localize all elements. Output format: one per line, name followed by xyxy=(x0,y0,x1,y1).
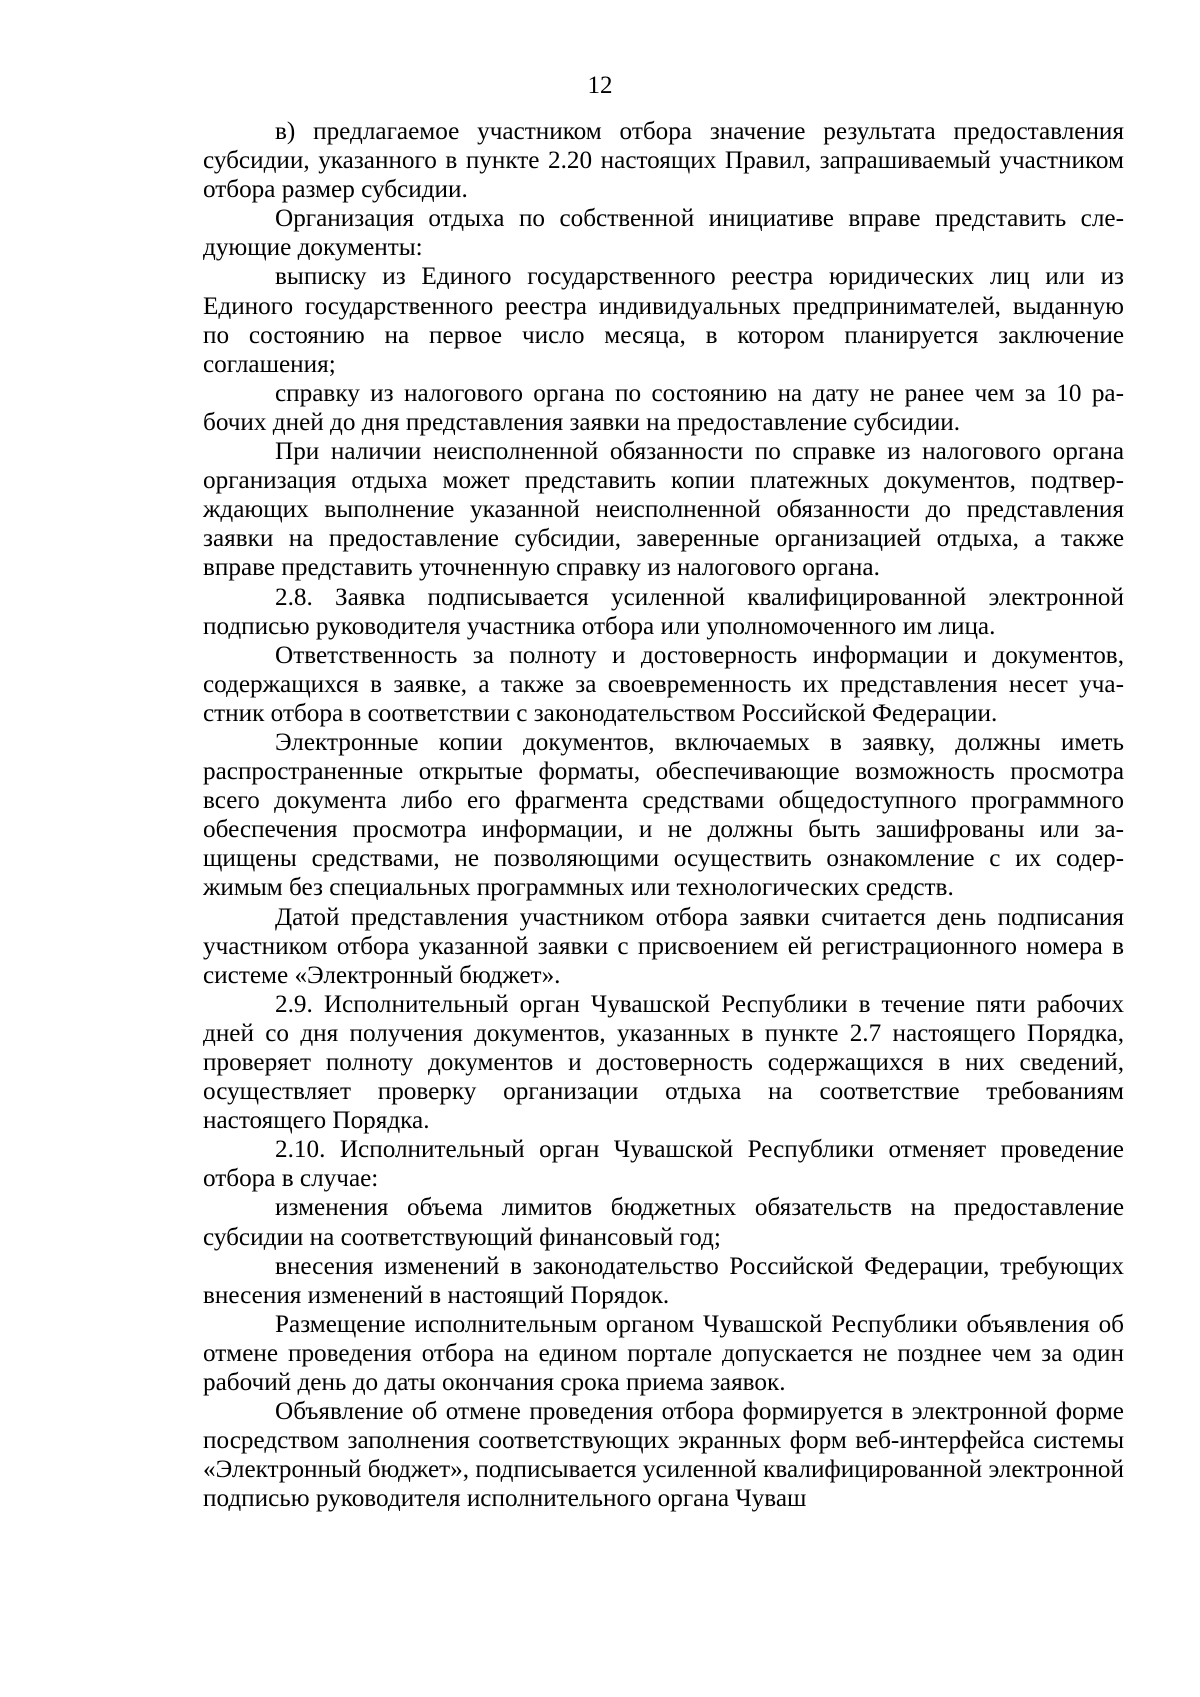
paragraph: При наличии неисполненной обязанности по справке из налогового органа организация отдыха может представить копии платежных документов, подтверждающих выполнение указанной неисполненной обязанности до представления заявки на предоставление субсидии, заверенные организацией отдыха, а также вправе представить уточненную справку из налогового органа. xyxy=(203,438,1124,582)
document-body xyxy=(203,117,1124,1514)
paragraph: Размещение исполнительным органом Чувашской Республики объявления об отмене проведения отбора на едином портале допускается не позднее чем за один рабочий день до даты окончания срока приема заявок. xyxy=(203,1310,1124,1397)
paragraph: Организация отдыха по собственной инициативе вправе представить следующие документы: xyxy=(203,205,1124,262)
paragraph: внесения изменений в законодательство Российской Федерации, требующих внесения изменений в настоящий Порядок. xyxy=(203,1252,1124,1309)
paragraph: Электронные копии документов, включаемых в заявку, должны иметь распространенные открытые форматы, обеспечивающие возможность просмотра всего документа либо его фрагмента средствами общедоступного программного обеспечения просмотра информации, и не должны быть зашифрованы или защищены средствами, не позволяющими осуществить ознакомление с их содержимым без специальных программных или технологических средств. xyxy=(203,728,1124,902)
paragraph: выписку из Единого государственного реестра юридических лиц или из Единого государственного реестра индивидуальных предпринимателей, выданную по состоянию на первое число месяца, в котором планируется заключение соглашения; xyxy=(203,263,1124,378)
paragraph: изменения объема лимитов бюджетных обязательств на предоставление субсидии на соответствующий финансовый год; xyxy=(203,1194,1124,1251)
paragraph: Датой представления участником отбора заявки считается день подписания участником отбора указанной заявки с присвоением ей регистрационного номера в системе «Электронный бюджет». xyxy=(203,903,1124,989)
paragraph-section-2-10: 2.10. Исполнительный орган Чувашской Республики отменяет проведение отбора в случае: xyxy=(203,1136,1124,1193)
paragraph: справку из налогового органа по состоянию на дату не ранее чем за 10 рабочих дней до дня представления заявки на предоставление субсидии. xyxy=(203,379,1124,436)
paragraph: Ответственность за полноту и достоверность информации и документов, содержащихся в заявке, а также за своевременность их представления несет участник отбора в соответствии с законодательством Российской Федерации. xyxy=(203,641,1124,727)
paragraph-section-2-9: 2.9. Исполнительный орган Чувашской Республики в течение пяти рабочих дней со дня получения документов, указанных в пункте 2.7 настоящего Порядка, проверяет полноту документов и достоверность содержащихся в них сведений, осуществляет проверку организации отдыха на соответствие требованиям настоящего Порядка. xyxy=(203,990,1124,1135)
paragraph: в) предлагаемое участником отбора значение результата предоставления субсидии, указанного в пункте 2.20 настоящих Правил, запрашиваемый участником отбора размер субсидии. xyxy=(203,118,1124,204)
page-number: 12 xyxy=(587,72,613,99)
paragraph: Объявление об отмене проведения отбора формируется в электронной форме посредством заполнения соответствующих экранных форм веб-интерфейса системы «Электронный бюджет», подписывается усиленной квалифицированной электронной подписью руководителя исполнительного органа Чуваш xyxy=(203,1398,1124,1513)
paragraph-section-2-8: 2.8. Заявка подписывается усиленной квалифицированной электронной подписью руководителя участника отбора или уполномоченного им лица. xyxy=(203,583,1124,640)
